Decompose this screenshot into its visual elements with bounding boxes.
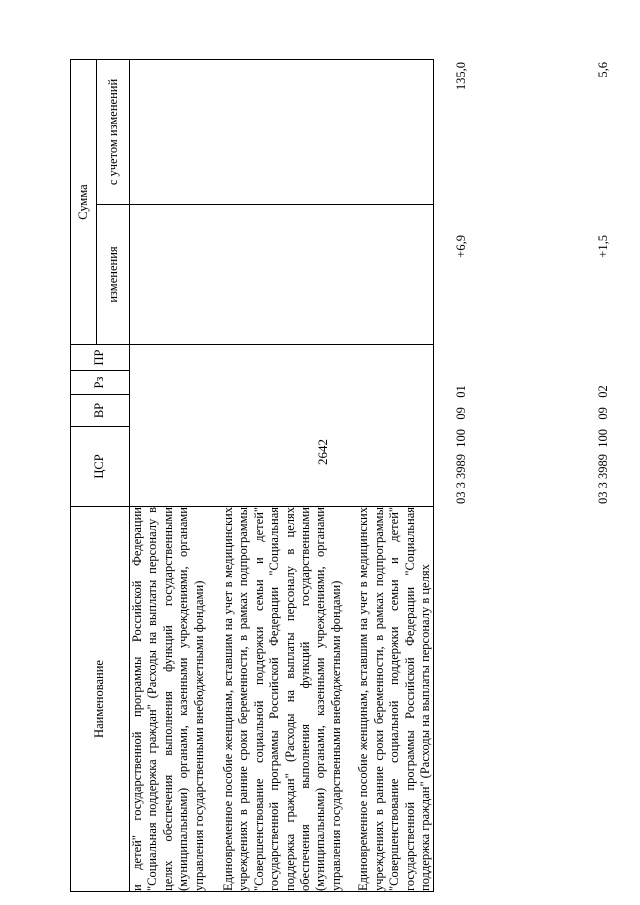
header-name: Наименование [71, 507, 130, 892]
codes-column [130, 345, 610, 507]
row-1-csr: 03 3 3989 [454, 454, 468, 504]
row-2-name: Единовременное пособие женщинам, вставшим на учет в медицинских учреждениях в ранние сроки беременности, в рамках подпрограммы "Совершенствование социальной поддержки семьи и детей" государственной программы Российской Федерации "Социальная поддержка граждан" (Расходы на выплаты персоналу в целях [356, 507, 432, 891]
budget-table [70, 59, 610, 892]
row-1-change: +6,9 [454, 235, 468, 258]
header-rz: Рз [71, 371, 130, 395]
row-1-vr: 100 [454, 429, 468, 448]
row-2-vr: 100 [596, 429, 610, 448]
row-2-total: 5,6 [596, 62, 610, 78]
header-pr: ПР [71, 345, 130, 371]
continuation-text: и детей" государственной программы Российской Федерации "Социальная поддержка граждан" (Расходы на выплаты персоналу в целях обеспечения выполнения функций государственными (муниципальными) органами, казенными учреждениями, органами управления государственными внебюджетными фондами) [130, 507, 206, 891]
rotated-table-container [70, 60, 610, 892]
row-2-csr: 03 3 3989 [596, 454, 610, 504]
header-row-1 [71, 60, 97, 892]
row-1-total: 135,0 [454, 62, 468, 91]
table-body-row [130, 60, 434, 892]
changes-column [130, 205, 610, 345]
row-2-change: +1,5 [596, 235, 610, 258]
name-column [130, 507, 434, 892]
row-1-rz: 09 [454, 407, 468, 420]
row-1-codes [454, 385, 469, 504]
row-1-pr: 01 [454, 385, 468, 398]
page-number: 2642 [315, 439, 330, 465]
row-1-name: Единовременное пособие женщинам, вставшим на учет в медицинских учреждениях в ранние сроки беременности, в рамках подпрограммы "Совершенствование социальной поддержки семьи и детей" государственной программы Российской Федерации "Социальная поддержка граждан" (Расходы на выплаты персоналу в целях обеспечения выполнения функций государственными (муниципальными) органами, казенными учреждениями, органами управления государственными внебюджетными фондами) [221, 507, 343, 891]
header-vr: ВР [71, 395, 130, 427]
total-column [130, 60, 610, 205]
header-sum: Сумма [71, 60, 97, 345]
header-changes: изменения [97, 205, 130, 345]
row-2-rz: 09 [596, 407, 610, 420]
header-csr: ЦСР [71, 427, 130, 507]
row-2-codes [596, 385, 611, 504]
row-2-pr: 02 [596, 385, 610, 398]
header-with-changes: с учетом изменений [97, 60, 130, 205]
